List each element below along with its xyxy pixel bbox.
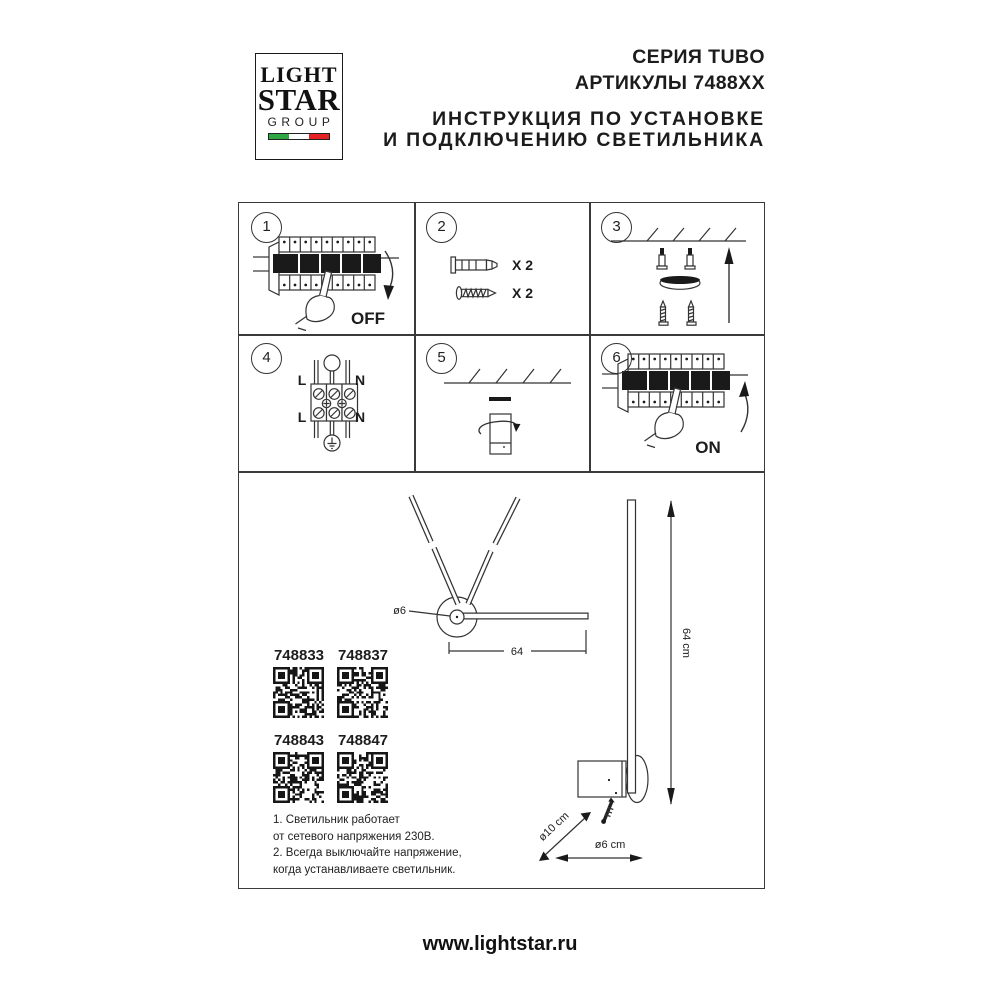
mounting-bar-icon [489, 397, 511, 401]
articles-title: АРТИКУЛЫ 7488XX [574, 72, 765, 94]
set-screw-icon [601, 798, 615, 824]
series-title: СЕРИЯ TUBO [632, 46, 765, 68]
safety-notes [273, 812, 493, 878]
step-2-panel [414, 203, 589, 334]
wall-plug-icon [451, 257, 497, 273]
lamp-front-view [411, 496, 588, 637]
qr-code-748837 [337, 667, 388, 718]
neutral-label-bottom: N [354, 409, 366, 425]
line-label-top: L [297, 372, 307, 388]
length-dimension [449, 630, 586, 658]
document-title-block [383, 44, 765, 150]
step-1-panel [239, 203, 414, 334]
flag-white-stripe [289, 134, 309, 139]
product-drawing-panel [239, 471, 766, 890]
step-2-number: 2 [426, 212, 457, 243]
base-diameter-dimension [536, 810, 591, 861]
rotate-up-arrow-icon [741, 392, 748, 432]
screw-quantity-label: X 2 [512, 285, 534, 301]
wall-plug-icon [685, 248, 695, 269]
vertical-tube [628, 500, 636, 793]
instruction-title-line1: ИНСТРУКЦИЯ ПО УСТАНОВКЕ [432, 108, 765, 130]
step-3-number: 3 [601, 212, 632, 243]
note-line: когда устанавливаете светильник. [273, 863, 456, 876]
mounting-plate-icon [660, 276, 700, 289]
base-cylinder [578, 761, 626, 797]
qr-code-748847 [337, 752, 388, 803]
flag-green-stripe [269, 134, 289, 139]
front-diameter-label: ø6 [393, 605, 406, 617]
step-5-number: 5 [426, 343, 457, 374]
rotate-up-arrowhead [739, 381, 749, 397]
ground-symbol-icon [324, 435, 340, 451]
rotate-down-arrowhead [384, 285, 395, 300]
qr-code-748843 [273, 752, 324, 803]
note-line: 2. Всегда выключайте напряжение, [273, 847, 462, 859]
tube-diameter-label: ø6 cm [594, 839, 626, 851]
off-label: OFF [351, 309, 385, 328]
flag-red-stripe [309, 134, 329, 139]
on-label: ON [695, 438, 721, 457]
instruction-title-line2: И ПОДКЛЮЧЕНИЮ СВЕТИЛЬНИКА [383, 128, 765, 151]
article-code-748837: 748837 [337, 647, 389, 664]
wire-end-circle [324, 355, 340, 371]
step-6-panel [589, 334, 766, 471]
note-line: 1. Светильник работает [273, 814, 400, 826]
step-1-number: 1 [251, 212, 282, 243]
side-height-label: 64 cm [680, 628, 692, 658]
screw-icon [687, 301, 696, 325]
screw-icon [659, 301, 668, 325]
instruction-title [383, 109, 765, 150]
article-code-748833: 748833 [273, 647, 325, 664]
lamp-side-view [578, 500, 648, 824]
neutral-label-top: N [354, 372, 366, 388]
qr-code-748833 [273, 667, 324, 718]
step-4-panel [239, 334, 414, 471]
note-line: от сетевого напряжения 230В. [273, 830, 435, 843]
wall-plug-icon [657, 248, 667, 269]
tube-diameter-dimension [555, 839, 643, 862]
step-6-number: 6 [601, 343, 632, 374]
website-url: www.lightstar.ru [422, 933, 578, 955]
lamp-base-cylinder-icon [490, 414, 511, 454]
line-label-bottom: L [297, 409, 307, 425]
up-arrow-icon [725, 247, 734, 323]
ceiling-line [444, 369, 571, 383]
instruction-grid [238, 202, 765, 889]
article-code-748843: 748843 [273, 732, 325, 749]
plug-quantity-label: X 2 [512, 257, 534, 273]
logo-word-light: LIGHT [260, 62, 338, 87]
terminal-block-icon [311, 384, 358, 421]
step-3-panel [589, 203, 766, 334]
article-code-748847: 748847 [337, 732, 389, 749]
height-dimension [667, 500, 692, 805]
step-4-number: 4 [251, 343, 282, 374]
base-diameter-label: ø10 cm [536, 809, 572, 844]
logo-word-star: STAR [257, 82, 341, 117]
rotate-down-arrow-icon [385, 251, 393, 289]
front-length-label: 64 [510, 646, 524, 658]
italian-flag-bar [268, 133, 330, 140]
step-5-panel [414, 334, 589, 471]
lightstar-logo [255, 53, 343, 160]
screw-icon [456, 287, 495, 300]
logo-word-group: GROUP [267, 115, 335, 129]
